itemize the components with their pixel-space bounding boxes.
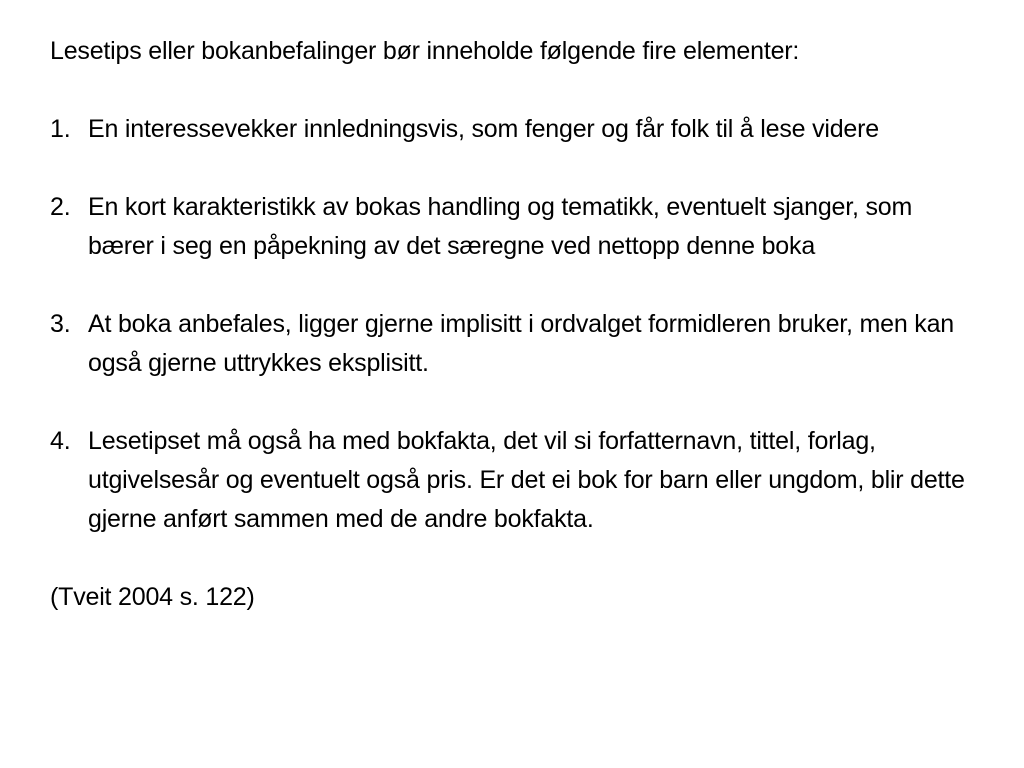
- list-item-number: 4.: [50, 427, 71, 455]
- list-item-text: En kort karakteristikk av bokas handling og tematikk, eventuelt sjanger, som bærer i seg en påpekning av det særegne ved nettopp denne boka: [88, 193, 913, 260]
- list-item-text: At boka anbefales, ligger gjerne implisitt i ordvalget formidleren bruker, men kan også gjerne uttrykkes eksplisitt.: [88, 310, 954, 377]
- intro-text: Lesetips eller bokanbefalinger bør inneholde følgende fire elementer:: [50, 37, 800, 65]
- list-item-text: Lesetipset må også ha med bokfakta, det vil si forfatternavn, tittel, forlag, utgivelsesår og eventuelt også pris. Er det ei bok for barn eller ungdom, blir dette gjerne anført sammen med de andre bokfakta.: [88, 427, 965, 533]
- list-item-number: 3.: [50, 310, 71, 338]
- list-item: [50, 110, 984, 149]
- list-item: [50, 305, 984, 383]
- list-item: [50, 422, 984, 539]
- list-item-number: 1.: [50, 115, 71, 143]
- list-item-text: En interessevekker innledningsvis, som fenger og får folk til å lese videre: [88, 115, 879, 143]
- list-item-number: 2.: [50, 193, 71, 221]
- citation: (Tveit 2004 s. 122): [50, 583, 255, 611]
- element-list: [50, 110, 984, 539]
- list-item: [50, 188, 984, 266]
